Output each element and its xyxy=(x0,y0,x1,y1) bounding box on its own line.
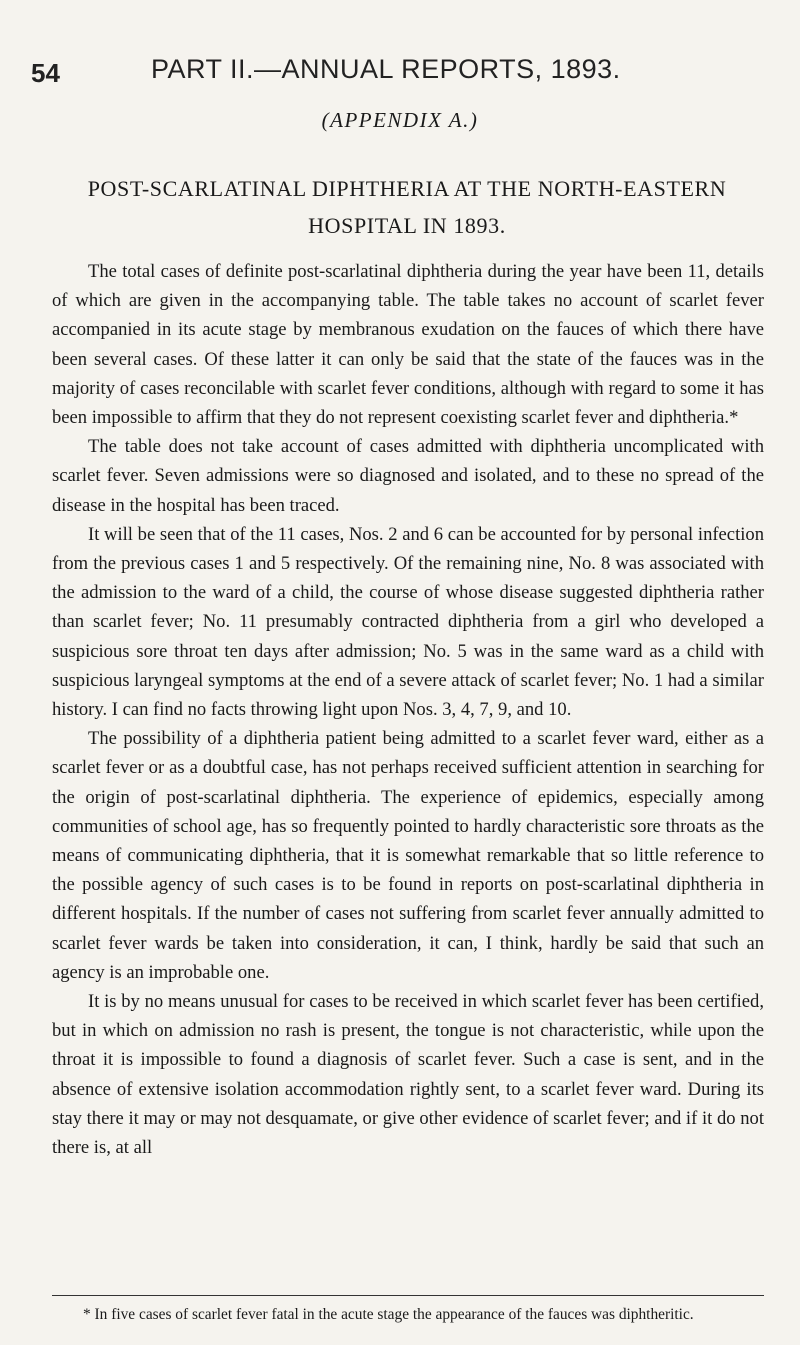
paragraph-2: The table does not take account of cases admitted with diphtheria uncomplicated with scarlet fever. Seven admissions were so diagnosed and isolated, and to these no spread of the disease in the hospital has been traced. xyxy=(52,436,764,516)
paragraph-3: It will be seen that of the 11 cases, Nos. 2 and 6 can be accounted for by personal infection from the previous cases 1 and 5 respectively. Of the remaining nine, No. 8 was associated with the admission to the ward of a child, the course of whose disease suggested diphtheria rather than scarlet fever; No. 11 presumably contracted diphtheria from a girl who developed a suspicious sore throat ten days after admission; No. 5 was in the same ward as a child with suspicious laryngeal symptoms at the end of a severe attack of scarlet fever; No. 1 had a similar history. I can find no facts throwing light upon Nos. 3, 4, 7, 9, and 10. xyxy=(52,523,764,721)
running-head: PART II.—ANNUAL REPORTS, 1893. xyxy=(151,54,621,84)
paragraph-5: It is by no means unusual for cases to be received in which scarlet fever has been certified, but in which on admission no rash is present, the tongue is not characteristic, while upon the throat it is impossible to found a diagnosis of scarlet fever. Such a case is sent, and in the absence of extensive isolation accommodation rightly sent, to a scarlet fever ward. During its stay there it may or may not desquamate, or give other evidence of scarlet fever; and if it do not there is, at all xyxy=(52,991,764,1159)
page-number: 54 xyxy=(31,58,60,88)
footnote-divider xyxy=(52,1295,764,1296)
paragraph-1: The total cases of definite post-scarlatinal diphtheria during the year have been 11, details of which are given in the accompanying table. The table takes no account of scarlet fever accompanied in its acute stage by membranous exudation on the fauces of which there have been several cases. Of these latter it can only be said that the state of the fauces was in the majority of cases reconcilable with scarlet fever conditions, although with regard to some it has been impossible to affirm that they do not represent coexisting scarlet fever and diphtheria.* xyxy=(52,261,764,429)
article-title: POST-SCARLATINAL DIPHTHERIA AT THE NORTH-EASTERN HOSPITAL IN 1893. xyxy=(87,176,727,238)
appendix-label: (APPENDIX A.) xyxy=(321,108,479,132)
body-text xyxy=(52,257,764,1162)
footnote: * In five cases of scarlet fever fatal in the acute stage the appearance of the fauces was diphtheritic. xyxy=(83,1306,694,1323)
paragraph-4: The possibility of a diphtheria patient being admitted to a scarlet fever ward, either as a scarlet fever or as a doubtful case, has not perhaps received sufficient attention in searching for the origin of post-scarlatinal diphtheria. The experience of epidemics, especially among communities of school age, has so frequently pointed to hardly characteristic sore throats as the means of communicating diphtheria, that it is somewhat remarkable that so little reference to the possible agency of such cases is to be found in reports on post-scarlatinal diphtheria in different hospitals. If the number of cases not suffering from scarlet fever annually admitted to scarlet fever wards be taken into consideration, it can, I think, hardly be said that such an agency is an improbable one. xyxy=(52,728,764,983)
